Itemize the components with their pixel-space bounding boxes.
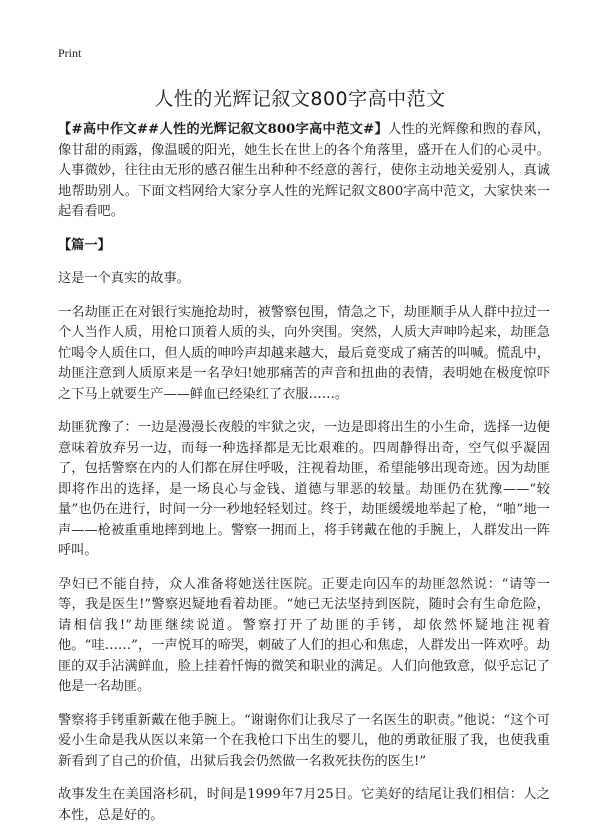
paragraph-6: 故事发生在美国洛杉矶，时间是1999年7月25日。它美好的结尾让我们相信：人之本性，总是好的。 [58, 787, 550, 823]
article-title: 人性的光辉记叙文800字高中范文 [154, 88, 446, 110]
intro-text: 人性的光辉像和煦的春风，像甘甜的雨露，像温暖的阳光，她生长在世上的各个角落里，盛开在人们的心灵中。人事微妙，往往由无形的感召催生出种种不经意的善行，使你主动地关爱别人，真诚地帮助别人。下面文档网给大家分享人性的光辉记叙文800字高中范文，大家快来一起看看吧。 [58, 122, 551, 219]
article-body [58, 120, 550, 839]
paragraph-3: 劫匪犹豫了：一边是漫漫长夜般的牢狱之灾，一边是即将出生的小生命，选择一边便意味着放弃另一边，而每一种选择都是无比艰难的。四周静得出奇，空气似乎凝固了，包括警察在内的人们都在屏住呼吸，注视着劫匪，希望能够出现奇迹。因为劫匪即将作出的选择，是一场良心与金钱、道德与罪恶的较量。劫匪仍在犹豫——“较量”也仍在进行，时间一分一秒地轻轻划过。终于，劫匪缓缓地举起了枪，“啪”地一声——枪被重重地摔到地上。警察一拥而上，将手铐戴在他的手腕上，人群发出一阵呼叫。 [58, 420, 550, 558]
section-heading: 【篇一】 [58, 237, 111, 253]
paragraph-2: 一名劫匪正在对银行实施抢劫时，被警察包围，情急之下，劫匪顺手从人群中拉过一个人当作人质，用枪口顶着人质的头，向外突围。突然，人质大声呻吟起来，劫匪急忙喝令人质住口，但人质的呻吟声却越来越大，最后竟变成了痛苦的叫喊。慌乱中，劫匪注意到人质原来是一名孕妇!她那痛苦的声音和扭曲的表情，表明她在极度惊吓之下马上就要生产——鲜血已经染红了衣服……。 [58, 304, 550, 402]
paragraph-5: 警察将手铐重新戴在他手腕上。“谢谢你们让我尽了一名医生的职责。”他说：“这个可爱小生命是我从医以来第一个在我枪口下出生的婴儿，他的勇敢征服了我，也使我重新看到了自己的价值，出狱后我会仍然做一名救死扶伤的医生!” [58, 712, 550, 769]
intro-paragraph [58, 120, 550, 223]
print-link[interactable]: Print [58, 46, 82, 60]
paragraph-4: 孕妇已不能自持，众人准备将她送往医院。正要走向囚车的劫匪忽然说：“请等一等，我是医生!”警察迟疑地看着劫匪。“她已无法坚持到医院，随时会有生命危险，请相信我!”劫匪继续说道。警察打开了劫匪的手铐，却依然怀疑地注视着他。“哇……”，一声悦耳的啼哭，刺破了人们的担心和焦虑，人群发出一阵欢呼。劫匪的双手沾满鲜血，脸上挂着忏悔的微笑和职业的满足。人们向他致意，似乎忘记了他是一名劫匪。 [58, 576, 550, 694]
paragraph-1: 这是一个真实的故事。 [58, 271, 190, 286]
intro-tag: 【#高中作文##人性的光辉记叙文800字高中范文#】 [58, 122, 389, 137]
